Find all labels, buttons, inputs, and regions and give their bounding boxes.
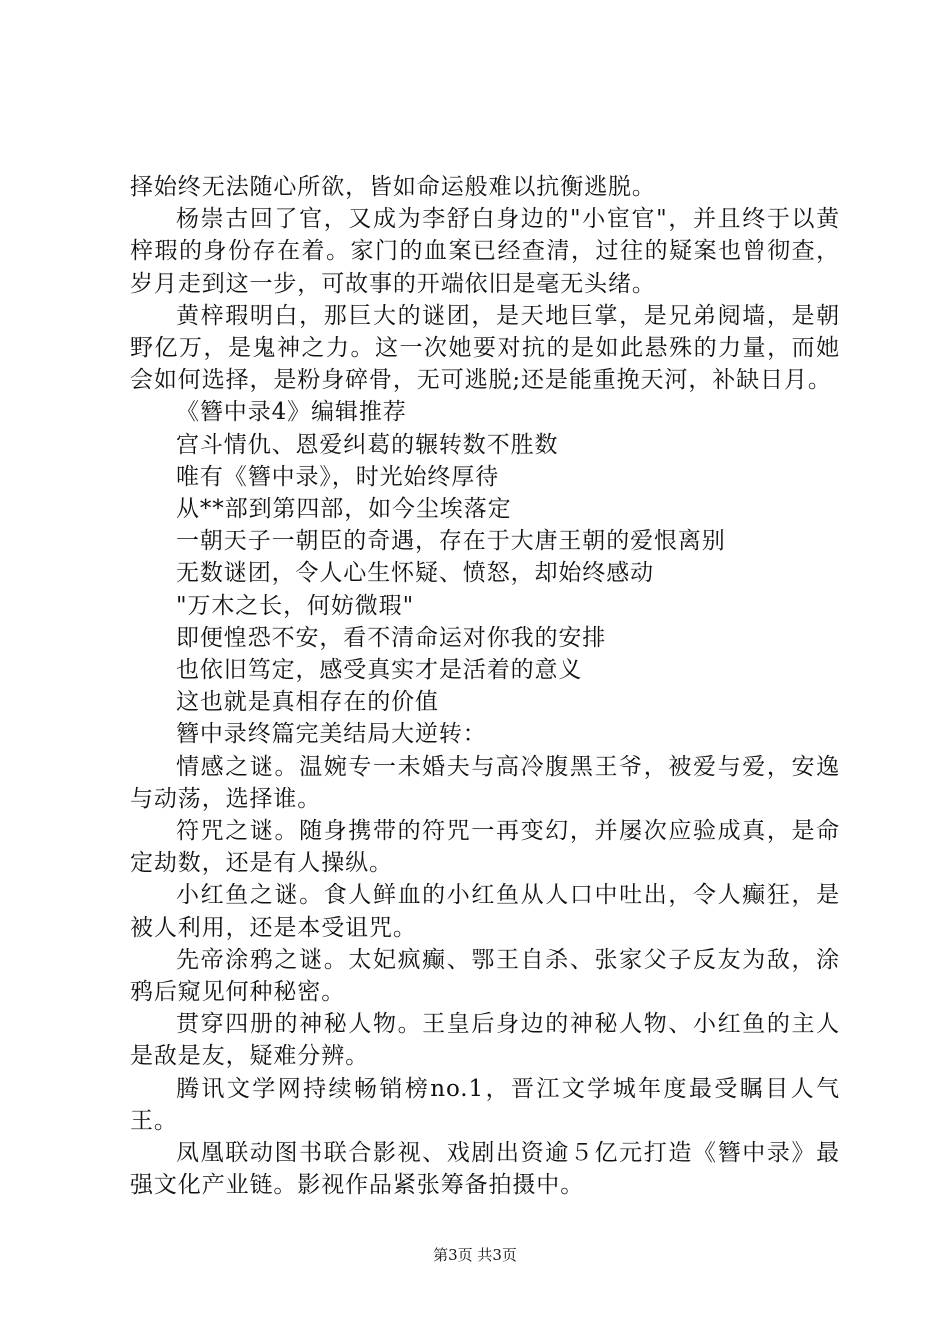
paragraph: 符咒之谜。随身携带的符咒一再变幻，并屡次应验成真，是命定劫数，还是有人操纵。 <box>130 818 840 877</box>
document-body <box>130 171 840 1202</box>
paragraph: 小红鱼之谜。食人鲜血的小红鱼从人口中吐出，令人癫狂，是被人利用，还是本受诅咒。 <box>130 882 840 941</box>
page-footer: 第3页 共3页 <box>433 1246 517 1264</box>
paragraph: 情感之谜。温婉专一未婚夫与高冷腹黑王爷，被爱与爱，安逸与动荡，选择谁。 <box>130 753 840 812</box>
paragraph: 从**部到第四部，如今尘埃落定 <box>176 496 512 523</box>
paragraph: 一朝天子一朝臣的奇遇，存在于大唐王朝的爱恨离别 <box>176 528 726 555</box>
paragraph: 腾讯文学网持续畅销榜no.1，晋江文学城年度最受瞩目人气王。 <box>130 1075 840 1134</box>
paragraph: 即便惶恐不安，看不清命运对你我的安排 <box>176 624 607 651</box>
paragraph: 贯穿四册的神秘人物。王皇后身边的神秘人物、小红鱼的主人是敌是友，疑难分辨。 <box>130 1011 840 1070</box>
paragraph: "万木之长，何妨微瑕" <box>176 592 415 619</box>
paragraph: 也依旧笃定，感受真实才是活着的意义 <box>176 657 583 684</box>
paragraph: 凤凰联动图书联合影视、戏剧出资逾５亿元打造《簪中录》最强文化产业链。影视作品紧张筹备拍摄中。 <box>130 1140 840 1199</box>
paragraph: 黄梓瑕明白，那巨大的谜团，是天地巨掌，是兄弟阋墙，是朝野亿万，是鬼神之力。这一次她要对抗的是如此悬殊的力量，而她会如何选择，是粉身碎骨，无可逃脱;还是能重挽天河，补缺日月。 <box>130 302 840 394</box>
paragraph: 簪中录终篇完美结局大逆转： <box>176 721 487 748</box>
paragraph: 择始终无法随心所欲，皆如命运般难以抗衡逃脱。 <box>130 174 656 200</box>
paragraph: 杨崇古回了官，又成为李舒白身边的"小宦官"，并且终于以黄梓瑕的身份存在着。家门的血案已经查清，过往的疑案也曾彻查，岁月走到这一步，可故事的开端依旧是毫无头绪。 <box>130 206 840 297</box>
paragraph: 无数谜团，令人心生怀疑、愤怒，却始终感动 <box>176 560 654 587</box>
paragraph: 唯有《簪中录》，时光始终厚待 <box>176 463 500 490</box>
section-heading: 《簪中录4》编辑推荐 <box>176 399 407 426</box>
paragraph: 宫斗情仇、恩爱纠葛的辗转数不胜数 <box>176 431 559 458</box>
paragraph: 这也就是真相存在的价值 <box>176 689 439 716</box>
paragraph: 先帝涂鸦之谜。太妃疯癫、鄂王自杀、张家父子反友为敌，涂鸦后窥见何种秘密。 <box>130 946 840 1006</box>
